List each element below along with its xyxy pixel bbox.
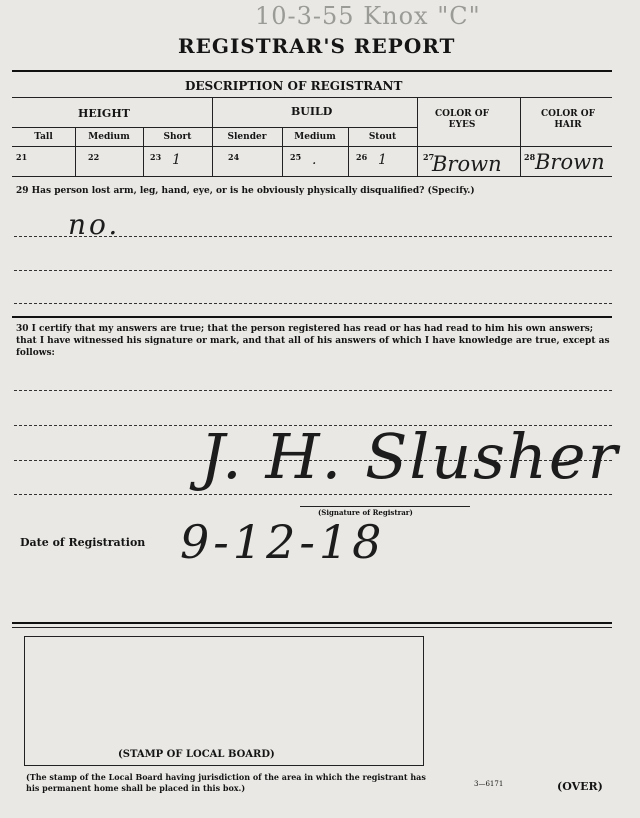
divider bbox=[12, 70, 612, 72]
divider bbox=[12, 127, 417, 128]
answer-line bbox=[14, 236, 612, 237]
divider bbox=[12, 622, 612, 624]
answer-line bbox=[14, 390, 612, 391]
cell-number: 21 bbox=[16, 152, 28, 162]
form-number: 3—6171 bbox=[474, 780, 504, 788]
divider bbox=[12, 97, 612, 98]
stout-mark: 1 bbox=[378, 152, 387, 168]
signature-line bbox=[300, 506, 470, 507]
col-medium-build: Medium bbox=[294, 132, 336, 142]
over-note: (OVER) bbox=[557, 780, 603, 793]
height-label: HEIGHT bbox=[78, 107, 130, 120]
q29-answer: no. bbox=[68, 208, 121, 241]
hair-value: Brown bbox=[535, 150, 605, 174]
cell-number: 23 bbox=[150, 152, 162, 162]
col-short: Short bbox=[163, 132, 192, 142]
hair-label: COLOR OF HAIR bbox=[540, 109, 595, 130]
eyes-label: COLOR OF EYES bbox=[434, 109, 489, 130]
divider bbox=[520, 97, 521, 176]
date-label: Date of Registration bbox=[20, 536, 146, 549]
answer-line bbox=[14, 270, 612, 271]
q29-text: 29 Has person lost arm, leg, hand, eye, or is he obviously physically disqualified? (Specify.) bbox=[16, 186, 475, 196]
q30-text: 30 I certify that my answers are true; that the person registered has read or has had read to him his own answers; that I have witnessed his signature or mark, and that all of his answers of which I have knowledge are true, except as follows: bbox=[16, 324, 610, 358]
divider bbox=[12, 316, 612, 318]
divider bbox=[12, 627, 612, 628]
signature-caption: (Signature of Registrar) bbox=[318, 508, 413, 517]
divider bbox=[12, 176, 612, 177]
build-label: BUILD bbox=[291, 105, 333, 118]
divider bbox=[417, 97, 418, 176]
cell-number: 22 bbox=[88, 152, 100, 162]
medium-build-mark: . bbox=[312, 152, 317, 168]
cell-number: 27 bbox=[423, 152, 435, 162]
registrar-signature: J. H. Slusher bbox=[200, 420, 620, 493]
cell-number: 28 bbox=[524, 152, 536, 162]
answer-line bbox=[14, 494, 612, 495]
cell-number: 24 bbox=[228, 152, 240, 162]
eyes-value: Brown bbox=[432, 152, 502, 176]
date-value: 9-12-18 bbox=[180, 515, 386, 569]
col-stout: Stout bbox=[368, 132, 397, 142]
stamp-box-note: (The stamp of the Local Board having jurisdiction of the area in which the registrant has his permanent home shall be placed in this box.) bbox=[26, 772, 426, 793]
page-title: REGISTRAR'S REPORT bbox=[178, 34, 456, 58]
col-tall: Tall bbox=[34, 132, 53, 142]
col-slender: Slender bbox=[227, 132, 267, 142]
stamp-box-label: (STAMP OF LOCAL BOARD) bbox=[118, 749, 275, 760]
divider bbox=[12, 146, 612, 147]
cell-number: 25 bbox=[290, 152, 302, 162]
answer-line bbox=[14, 303, 612, 304]
stamp-box bbox=[24, 636, 424, 766]
col-medium-height: Medium bbox=[88, 132, 130, 142]
short-mark: 1 bbox=[172, 152, 181, 168]
cell-number: 26 bbox=[356, 152, 368, 162]
archive-stamp-note: 10-3-55 Knox "C" bbox=[255, 2, 481, 30]
description-heading: DESCRIPTION OF REGISTRANT bbox=[185, 79, 403, 93]
